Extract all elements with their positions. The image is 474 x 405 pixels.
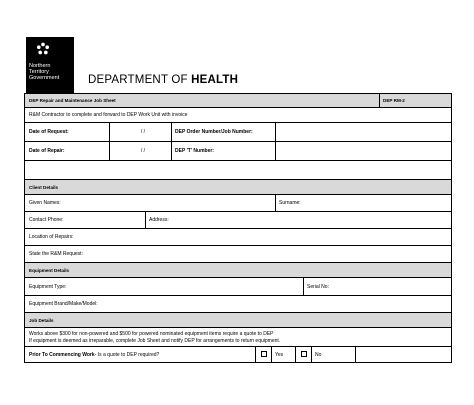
dep-order-field[interactable] <box>275 123 451 141</box>
no-label: No <box>315 351 322 358</box>
instruction-row <box>25 108 451 123</box>
logo-line-1: Northern <box>29 63 51 69</box>
prior-work-row <box>25 347 451 362</box>
address-label: Address: <box>149 217 169 223</box>
contact-phone-label: Contact Phone: <box>29 217 64 223</box>
equipment-details-title: Equipment Details <box>29 267 70 273</box>
job-note-2: If equipment is deemed as irreparable, complete Job Sheet and notify DEP for arrangements to return equipment. <box>29 337 281 344</box>
nt-government-logo <box>26 37 74 94</box>
job-notes-row <box>25 328 451 347</box>
no-checkbox[interactable] <box>301 351 307 357</box>
job-sheet-form <box>24 93 452 363</box>
date-repair-row <box>25 142 451 161</box>
page-title <box>88 74 238 86</box>
yes-label: Yes <box>275 351 284 358</box>
title-prefix: DEPARTMENT OF <box>88 74 188 86</box>
job-note-1: Works above $300 for non-powered and $500 for powered nominated equipment items require a quote to DEP <box>29 331 274 337</box>
logo-line-3: Government <box>29 75 60 81</box>
date-request-label: Date of Request: <box>29 129 69 135</box>
state-request-label: State the R&M Request: <box>29 251 83 257</box>
date-repair-label: Date of Repair: <box>29 148 65 154</box>
location-row <box>25 229 451 246</box>
client-details-title: Client Details <box>29 184 59 190</box>
title-bold: HEALTH <box>191 74 239 86</box>
surname-label: Surname: <box>279 200 301 206</box>
location-label: Location of Repairs: <box>29 234 74 240</box>
logo-line-2: Territory <box>29 69 49 75</box>
date-repair-field[interactable]: / / <box>140 148 146 154</box>
state-request-row <box>25 246 451 263</box>
yes-checkbox[interactable] <box>261 351 267 357</box>
equipment-details-header <box>25 263 451 278</box>
date-request-row <box>25 123 451 142</box>
brand-model-label: Equipment Brand/Make/Model: <box>29 301 98 307</box>
date-request-field[interactable]: / / <box>140 129 146 135</box>
job-details-title: Job Details <box>29 317 54 323</box>
dep-t-number-label: DEP 'T' Number: <box>175 148 214 154</box>
equipment-type-row <box>25 278 451 296</box>
flower-emblem-icon <box>36 42 50 56</box>
prior-work-bold: Prior To Commencing Work <box>29 351 95 358</box>
equipment-type-label: Equipment Type: <box>29 283 67 290</box>
form-header-row <box>25 94 451 108</box>
client-details-header <box>25 180 451 195</box>
serial-number-label: Serial No: <box>307 283 329 290</box>
prior-work-rest: - Is a quote to DEP required? <box>94 351 160 358</box>
form-code: DEP RM-2 <box>383 98 405 103</box>
form-header-title: DEP Repair and Maintenance Job Sheet <box>29 98 116 103</box>
job-details-header <box>25 313 451 328</box>
logo-text <box>29 63 59 81</box>
dep-t-number-field[interactable] <box>275 142 451 160</box>
instruction-text: R&M Contractor to complete and forward to DEP Work Unit with invoice <box>29 112 188 118</box>
contact-row <box>25 212 451 229</box>
dep-order-label: DEP Order Number/Job Number: <box>175 129 253 135</box>
given-names-row <box>25 195 451 212</box>
job-notes <box>29 331 280 344</box>
given-names-label: Given Names: <box>29 200 61 206</box>
prior-work-question <box>25 347 255 362</box>
brand-row <box>25 296 451 313</box>
spacer-row <box>25 161 451 180</box>
